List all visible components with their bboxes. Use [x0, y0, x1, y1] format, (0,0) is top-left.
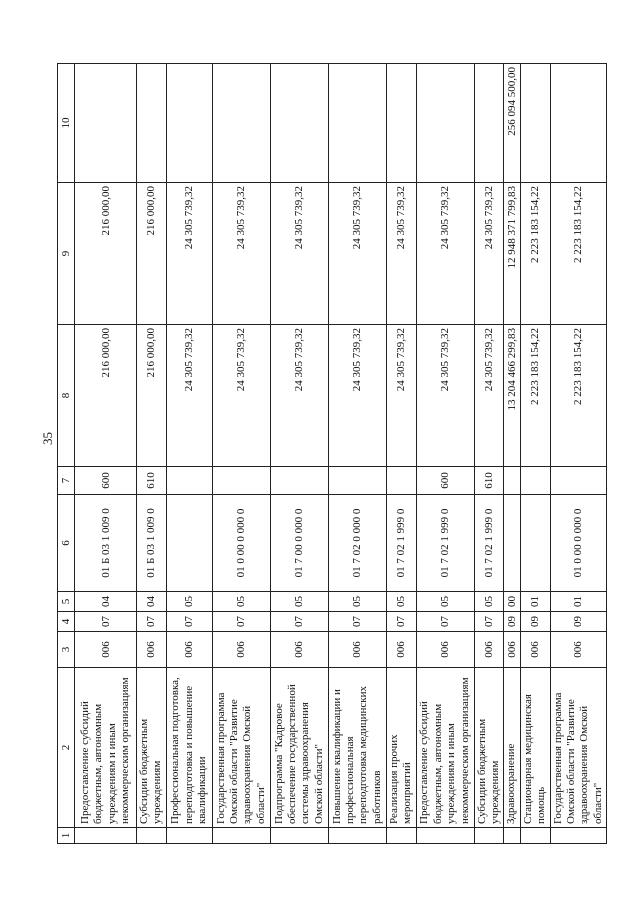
row-target-item — [504, 495, 520, 592]
row-expense-type: 600 — [416, 467, 474, 495]
row-name: Профессиональная подготовка, переподготовка и повышение квалификации — [166, 668, 212, 828]
row-index — [328, 828, 386, 844]
row-expense-type — [328, 467, 386, 495]
row-section: 09 — [504, 612, 520, 632]
row-amount-b — [212, 64, 270, 183]
row-index — [212, 828, 270, 844]
row-code: 006 — [137, 632, 167, 668]
row-subsection: 05 — [166, 592, 212, 612]
row-amount-b — [75, 64, 137, 183]
row-amount-b — [328, 64, 386, 183]
row-section: 09 — [550, 612, 607, 632]
table-row — [504, 64, 520, 844]
row-amount-a: 24 305 739,32 — [328, 183, 386, 325]
row-amount-total: 13 204 466 299,83 — [504, 325, 520, 467]
row-code: 006 — [166, 632, 212, 668]
row-section: 07 — [386, 612, 416, 632]
row-amount-total: 24 305 739,32 — [328, 325, 386, 467]
row-amount-a: 216 000,00 — [137, 183, 167, 325]
row-amount-total: 216 000,00 — [75, 325, 137, 467]
row-amount-b — [270, 64, 328, 183]
row-amount-a: 24 305 739,32 — [270, 183, 328, 325]
row-section: 07 — [166, 612, 212, 632]
row-index — [166, 828, 212, 844]
row-expense-type — [504, 467, 520, 495]
row-amount-a: 24 305 739,32 — [212, 183, 270, 325]
row-name: Предоставление субсидий бюджетным, автономным учреждениям и иным некоммерческим организациям — [75, 668, 137, 828]
row-section: 07 — [212, 612, 270, 632]
row-index — [550, 828, 607, 844]
row-index — [137, 828, 167, 844]
row-subsection: 01 — [520, 592, 550, 612]
page-number: 35 — [40, 432, 55, 445]
row-subsection: 05 — [270, 592, 328, 612]
row-code: 006 — [75, 632, 137, 668]
table-row — [474, 64, 504, 844]
column-number-4: 4 — [58, 612, 75, 632]
row-amount-total: 2 223 183 154,22 — [520, 325, 550, 467]
row-amount-a: 12 948 371 799,83 — [504, 183, 520, 325]
row-amount-b — [520, 64, 550, 183]
row-amount-b — [137, 64, 167, 183]
row-code: 006 — [270, 632, 328, 668]
row-amount-total: 24 305 739,32 — [474, 325, 504, 467]
row-subsection: 05 — [386, 592, 416, 612]
row-expense-type — [212, 467, 270, 495]
table-row — [416, 64, 474, 844]
row-amount-b — [166, 64, 212, 183]
row-expense-type: 610 — [137, 467, 167, 495]
row-amount-b — [416, 64, 474, 183]
row-expense-type — [550, 467, 607, 495]
row-code: 006 — [474, 632, 504, 668]
row-target-item: 01 0 00 0 000 0 — [550, 495, 607, 592]
row-section: 07 — [474, 612, 504, 632]
row-subsection: 01 — [550, 592, 607, 612]
row-index — [504, 828, 520, 844]
row-section: 07 — [75, 612, 137, 632]
table-row — [328, 64, 386, 844]
column-number-2: 2 — [58, 668, 75, 828]
row-name: Подпрограмма "Кадровое обеспечение государственной системы здравоохранения Омской области" — [270, 668, 328, 828]
table-row — [166, 64, 212, 844]
column-number-1: 1 — [58, 828, 75, 844]
row-name: Предоставление субсидий бюджетным, автономным учреждениям и иным некоммерческим организациям — [416, 668, 474, 828]
row-target-item: 01 7 02 1 999 0 — [474, 495, 504, 592]
row-name: Здравоохранение — [504, 668, 520, 828]
row-target-item: 01 7 00 0 000 0 — [270, 495, 328, 592]
row-amount-total: 24 305 739,32 — [270, 325, 328, 467]
row-code: 006 — [212, 632, 270, 668]
row-subsection: 04 — [137, 592, 167, 612]
row-amount-total: 2 223 183 154,22 — [550, 325, 607, 467]
table-row — [212, 64, 270, 844]
column-number-5: 5 — [58, 592, 75, 612]
row-index — [474, 828, 504, 844]
row-name: Реализация прочих мероприятий — [386, 668, 416, 828]
column-number-8: 8 — [58, 325, 75, 467]
row-expense-type: 610 — [474, 467, 504, 495]
row-index — [75, 828, 137, 844]
row-target-item: 01 7 02 0 000 0 — [328, 495, 386, 592]
table-row — [550, 64, 607, 844]
row-subsection: 05 — [328, 592, 386, 612]
row-section: 07 — [328, 612, 386, 632]
row-amount-total: 24 305 739,32 — [386, 325, 416, 467]
row-subsection: 05 — [212, 592, 270, 612]
row-amount-total: 24 305 739,32 — [212, 325, 270, 467]
row-amount-a: 2 223 183 154,22 — [520, 183, 550, 325]
row-code: 006 — [328, 632, 386, 668]
row-target-item — [166, 495, 212, 592]
row-subsection: 04 — [75, 592, 137, 612]
row-subsection: 05 — [416, 592, 474, 612]
row-expense-type — [270, 467, 328, 495]
row-section: 09 — [520, 612, 550, 632]
column-number-row — [58, 64, 75, 844]
row-index — [520, 828, 550, 844]
row-name: Стационарная медицинская помощь — [520, 668, 550, 828]
row-code: 006 — [504, 632, 520, 668]
row-amount-b — [550, 64, 607, 183]
row-subsection: 00 — [504, 592, 520, 612]
row-name: Субсидии бюджетным учреждениям — [474, 668, 504, 828]
row-amount-b — [474, 64, 504, 183]
budget-table — [57, 63, 607, 844]
row-amount-b: 256 094 500,00 — [504, 64, 520, 183]
table-row — [520, 64, 550, 844]
row-expense-type — [166, 467, 212, 495]
row-amount-a: 24 305 739,32 — [386, 183, 416, 325]
row-target-item: 01 Б 03 1 009 0 — [137, 495, 167, 592]
row-name: Государственная программа Омской области "Развитие здравоохранения Омской области" — [212, 668, 270, 828]
table-row — [75, 64, 137, 844]
row-subsection: 05 — [474, 592, 504, 612]
row-index — [270, 828, 328, 844]
row-amount-total: 24 305 739,32 — [166, 325, 212, 467]
row-name: Повышение квалификации и профессиональная переподготовка медицинских работников — [328, 668, 386, 828]
column-number-10: 10 — [58, 64, 75, 183]
row-expense-type: 600 — [75, 467, 137, 495]
rotated-table-wrapper — [57, 64, 604, 844]
row-amount-a: 24 305 739,32 — [166, 183, 212, 325]
row-amount-a: 216 000,00 — [75, 183, 137, 325]
row-expense-type — [386, 467, 416, 495]
row-target-item: 01 7 02 1 999 0 — [386, 495, 416, 592]
row-code: 006 — [416, 632, 474, 668]
row-name: Государственная программа Омской области "Развитие здравоохранения Омской области" — [550, 668, 607, 828]
row-amount-a: 2 223 183 154,22 — [550, 183, 607, 325]
column-number-9: 9 — [58, 183, 75, 325]
row-target-item: 01 0 00 0 000 0 — [212, 495, 270, 592]
row-code: 006 — [386, 632, 416, 668]
column-number-6: 6 — [58, 495, 75, 592]
row-section: 07 — [270, 612, 328, 632]
row-code: 006 — [520, 632, 550, 668]
row-target-item: 01 Б 03 1 009 0 — [75, 495, 137, 592]
column-number-3: 3 — [58, 632, 75, 668]
row-index — [416, 828, 474, 844]
row-code: 006 — [550, 632, 607, 668]
table-row — [270, 64, 328, 844]
row-target-item — [520, 495, 550, 592]
row-amount-total: 216 000,00 — [137, 325, 167, 467]
table-row — [386, 64, 416, 844]
row-amount-b — [386, 64, 416, 183]
row-amount-a: 24 305 739,32 — [474, 183, 504, 325]
row-section: 07 — [416, 612, 474, 632]
row-amount-a: 24 305 739,32 — [416, 183, 474, 325]
row-amount-total: 24 305 739,32 — [416, 325, 474, 467]
column-number-7: 7 — [58, 467, 75, 495]
row-name: Субсидии бюджетным учреждениям — [137, 668, 167, 828]
row-expense-type — [520, 467, 550, 495]
table-row — [137, 64, 167, 844]
row-index — [386, 828, 416, 844]
row-section: 07 — [137, 612, 167, 632]
row-target-item: 01 7 02 1 999 0 — [416, 495, 474, 592]
